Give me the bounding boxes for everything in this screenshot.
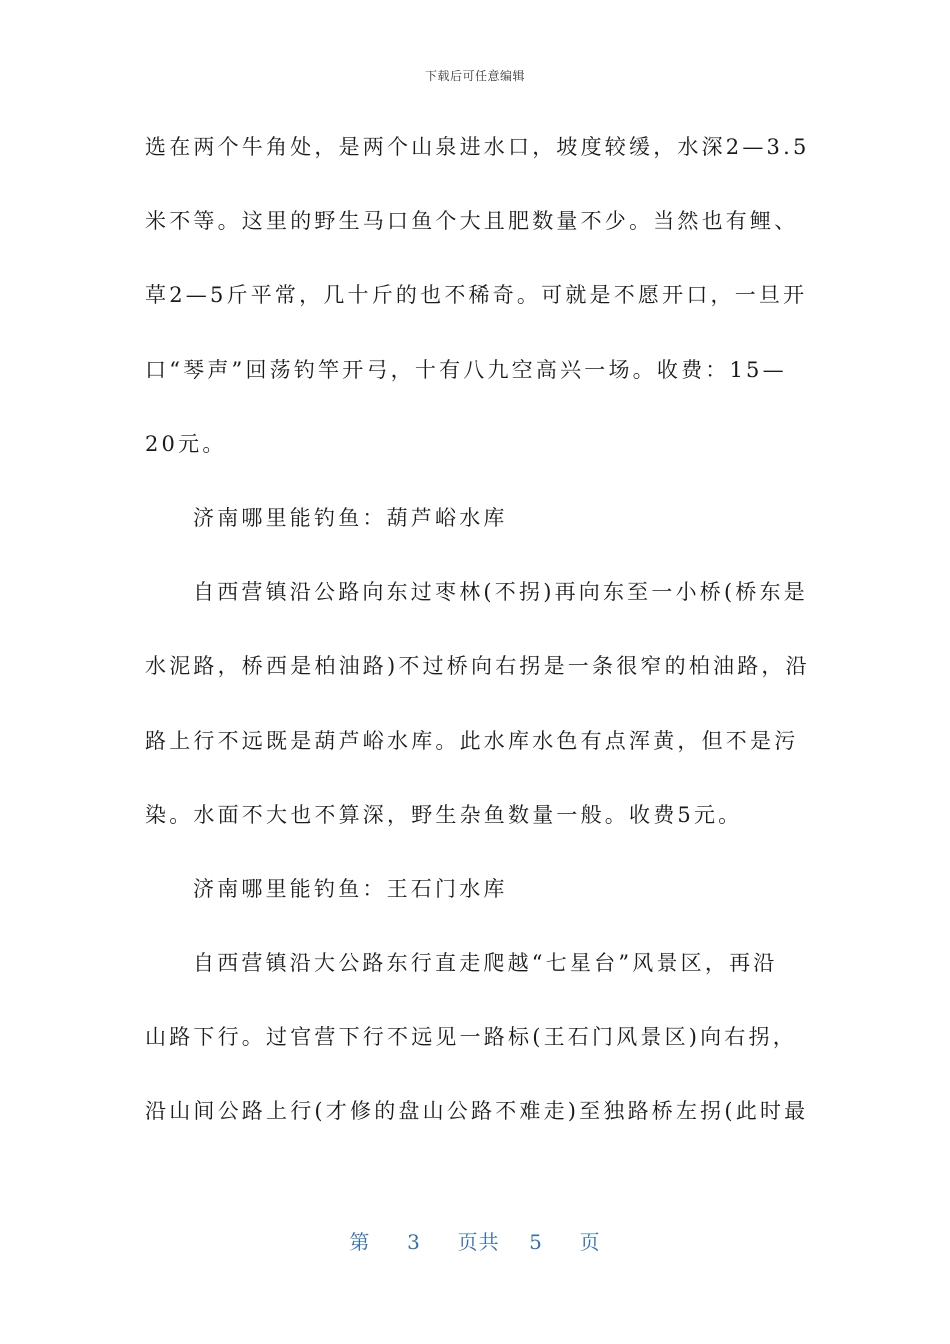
body-line: 染。水面不大也不算深，野生杂鱼数量一般。收费5元。 [145,802,743,827]
body-line: 口“琴声”回荡钓竿开弓，十有八九空高兴一场。收费：15— [145,357,787,382]
body-line: 路上行不远既是葫芦峪水库。此水库水色有点浑黄，但不是污 [145,728,799,753]
footer-current-page: 3 [407,1230,421,1254]
footer-prefix: 第 [349,1230,371,1254]
body-line: 自西营镇沿公路向东过枣林(不拐)再向东至一小桥(桥东是 [193,580,808,605]
body-line: 沿山间公路上行(才修的盘山公路不难走)至独路桥左拐(此时最 [145,1099,809,1124]
footer-suffix: 页 [579,1230,601,1254]
body-line: 水泥路，桥西是柏油路)不过桥向右拐是一条很窄的柏油路，沿 [145,654,810,679]
footer-total-pages: 5 [529,1230,543,1254]
body-line: 米不等。这里的野生马口鱼个大且肥数量不少。当然也有鲤、 [145,209,799,234]
footer-middle: 页共 [457,1230,500,1254]
section-heading: 济南哪里能钓鱼：葫芦峪水库 [193,505,508,530]
document-body [145,127,810,1166]
body-line: 山路下行。过官营下行不远见一路标(王石门风景区)向右拐， [145,1025,797,1050]
body-line: 自西营镇沿大公路东行直走爬越“七星台”风景区，再沿 [193,951,778,976]
page-header-note: 下载后可任意编辑 [424,69,525,83]
page-number-footer [0,1226,950,1255]
section-heading: 济南哪里能钓鱼：王石门水库 [193,876,508,901]
body-line: 草2—5斤平常，几十斤的也不稀奇。可就是不愿开口，一旦开 [145,283,808,308]
body-line: 选在两个牛角处，是两个山泉进水口，坡度较缓，水深2—3.5 [145,135,810,159]
body-line: 20元。 [145,431,227,456]
